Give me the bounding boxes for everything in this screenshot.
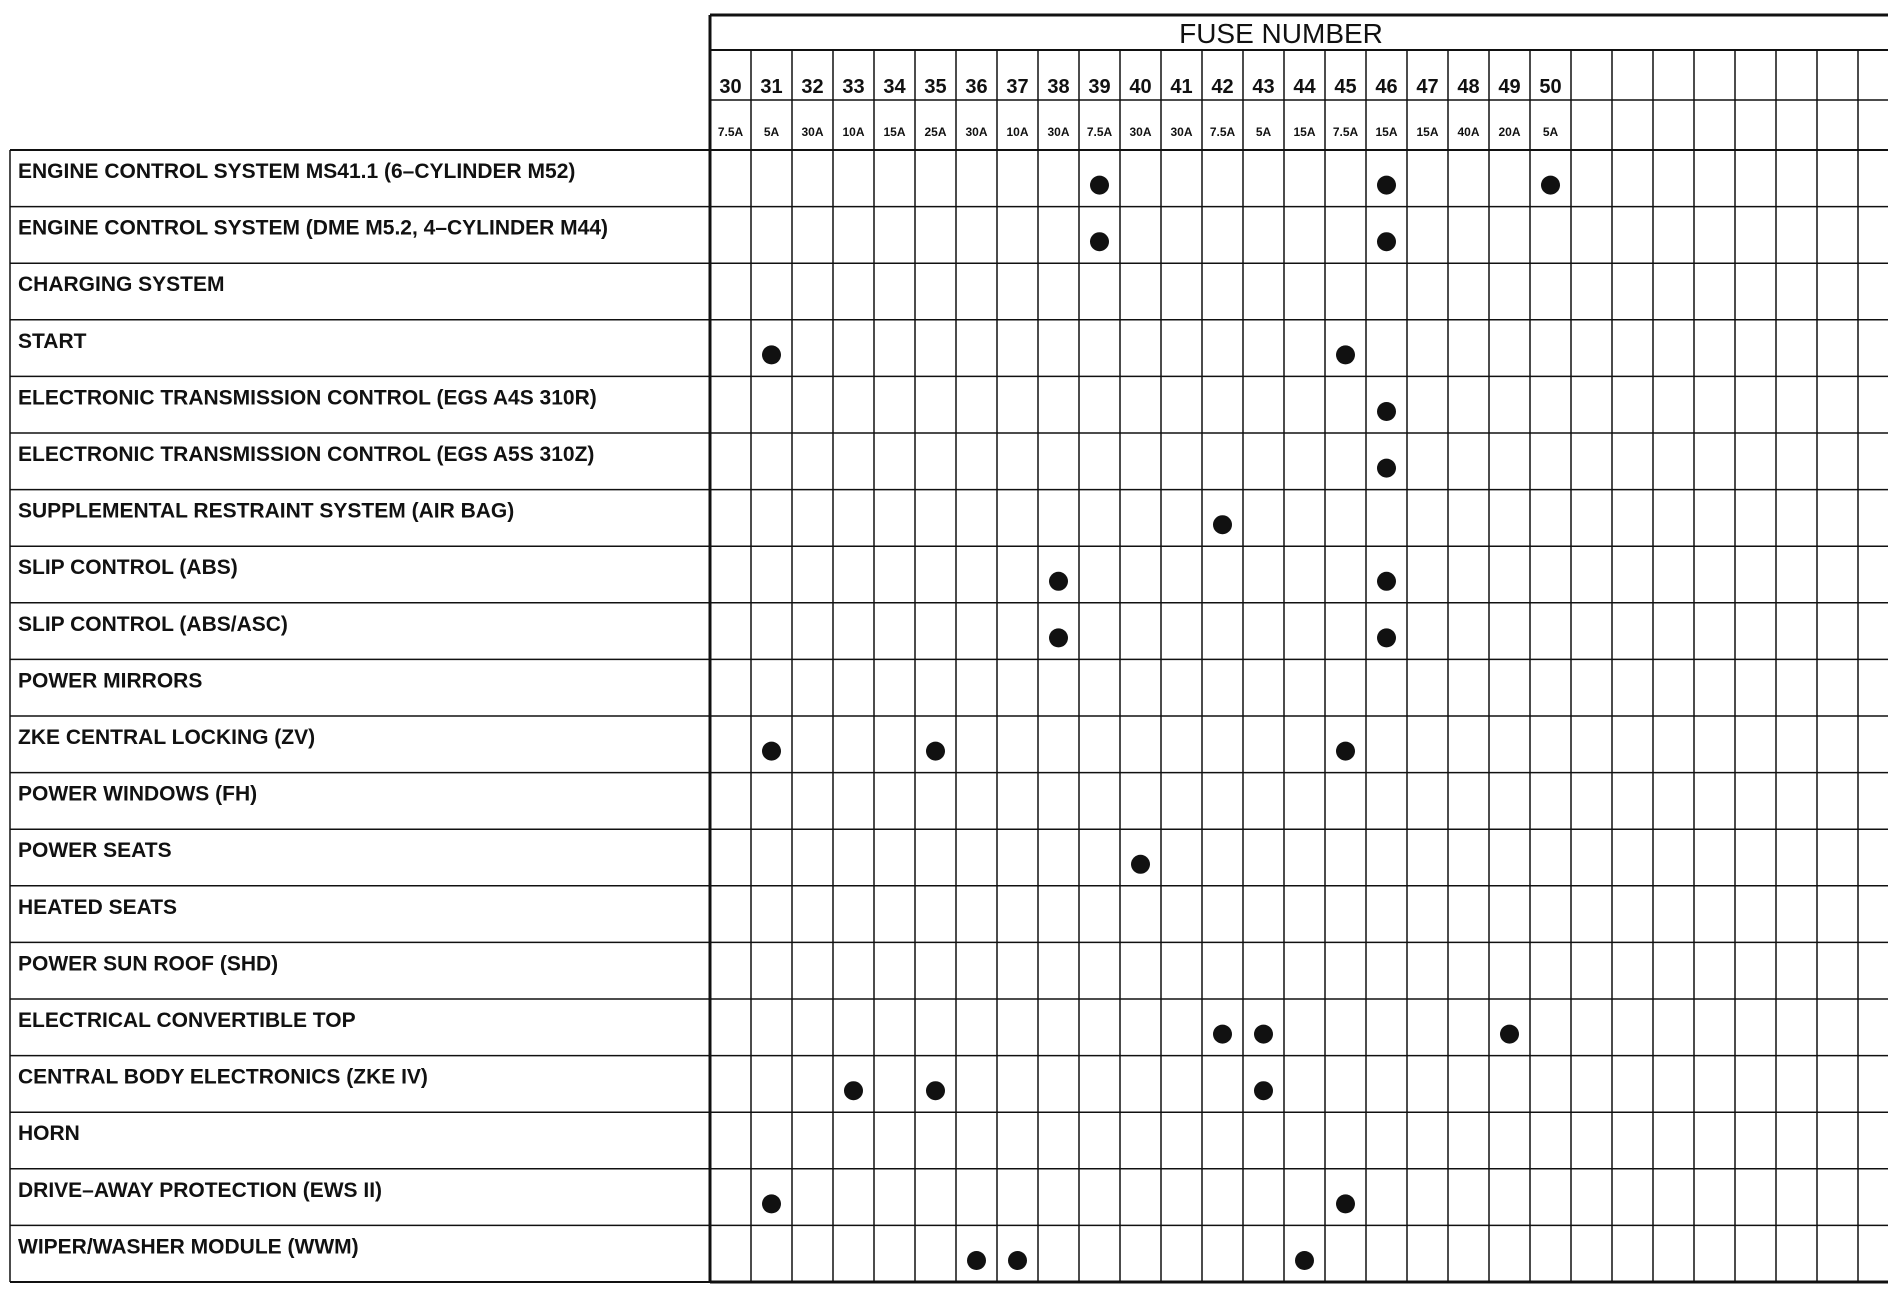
fuse-number-label: 50 bbox=[1539, 76, 1562, 98]
system-label: POWER MIRRORS bbox=[18, 669, 203, 693]
fuse-dot bbox=[1213, 1025, 1232, 1044]
system-label: CHARGING SYSTEM bbox=[18, 273, 225, 297]
fuse-dot bbox=[1295, 1251, 1314, 1270]
fuse-number-label: 36 bbox=[965, 76, 988, 98]
system-label: HEATED SEATS bbox=[18, 895, 178, 919]
fuse-rating-label: 10A bbox=[842, 125, 865, 139]
fuse-number-label: 35 bbox=[924, 76, 947, 98]
fuse-dot bbox=[1090, 176, 1109, 195]
fuse-dot bbox=[1090, 232, 1109, 251]
fuse-rating-label: 7.5A bbox=[1332, 125, 1359, 139]
fuse-rating-label: 25A bbox=[924, 125, 947, 139]
fuse-rating-label: 30A bbox=[801, 125, 824, 139]
system-label: ENGINE CONTROL SYSTEM MS41.1 (6–CYLINDER M52) bbox=[18, 160, 576, 183]
fuse-number-label: 40 bbox=[1129, 76, 1152, 98]
fuse-dot bbox=[844, 1081, 863, 1100]
fuse-dot bbox=[1336, 345, 1355, 364]
fuse-dot bbox=[762, 345, 781, 364]
system-label: ZKE CENTRAL LOCKING (ZV) bbox=[18, 726, 316, 749]
fuse-rating-label: 5A bbox=[1542, 125, 1559, 139]
fuse-dot bbox=[1336, 1194, 1355, 1213]
fuse-number-label: 38 bbox=[1047, 76, 1070, 98]
system-label: SUPPLEMENTAL RESTRAINT SYSTEM (AIR BAG) bbox=[18, 499, 515, 523]
fuse-rating-label: 30A bbox=[965, 125, 988, 139]
fuse-dot bbox=[1254, 1081, 1273, 1100]
fuse-number-label: 43 bbox=[1252, 76, 1275, 98]
fuse-dot bbox=[1377, 176, 1396, 195]
fuse-number-header: FUSE NUMBER bbox=[1179, 18, 1383, 49]
fuse-dot bbox=[967, 1251, 986, 1270]
fuse-number-label: 37 bbox=[1006, 76, 1029, 98]
fuse-rating-label: 15A bbox=[883, 125, 906, 139]
fuse-rating-label: 7.5A bbox=[1086, 125, 1113, 139]
fuse-rating-label: 40A bbox=[1457, 125, 1480, 139]
fuse-number-label: 46 bbox=[1375, 76, 1398, 98]
fuse-number-label: 49 bbox=[1498, 76, 1521, 98]
fuse-dot bbox=[762, 742, 781, 761]
fuse-number-label: 39 bbox=[1088, 76, 1111, 98]
fuse-dot bbox=[926, 1081, 945, 1100]
fuse-dot bbox=[1377, 572, 1396, 591]
fuse-number-label: 33 bbox=[842, 76, 865, 98]
fuse-number-label: 31 bbox=[760, 76, 783, 98]
fuse-rating-label: 30A bbox=[1047, 125, 1070, 139]
system-label: SLIP CONTROL (ABS/ASC) bbox=[18, 612, 288, 636]
fuse-dot bbox=[1213, 515, 1232, 534]
fuse-rating-label: 5A bbox=[763, 125, 780, 139]
fuse-rating-label: 10A bbox=[1006, 125, 1029, 139]
fuse-rating-label: 15A bbox=[1293, 125, 1316, 139]
system-label: ELECTRICAL CONVERTIBLE TOP bbox=[18, 1009, 356, 1032]
fuse-dot bbox=[1131, 855, 1150, 874]
fuse-dot bbox=[762, 1194, 781, 1213]
fuse-dot bbox=[1336, 742, 1355, 761]
system-label: HORN bbox=[18, 1122, 80, 1146]
system-label: WIPER/WASHER MODULE (WWM) bbox=[18, 1235, 359, 1259]
fuse-dot bbox=[1541, 176, 1560, 195]
fuse-rating-label: 15A bbox=[1416, 125, 1439, 139]
system-label: POWER SUN ROOF (SHD) bbox=[18, 952, 279, 976]
fuse-dot bbox=[1377, 402, 1396, 421]
fuse-rating-label: 5A bbox=[1255, 125, 1272, 139]
system-label: ELECTRONIC TRANSMISSION CONTROL (EGS A4S 310R) bbox=[18, 386, 597, 410]
fuse-dot bbox=[1377, 628, 1396, 647]
system-label: SLIP CONTROL (ABS) bbox=[18, 556, 238, 580]
system-label: CENTRAL BODY ELECTRONICS (ZKE IV) bbox=[18, 1065, 428, 1089]
fuse-dot bbox=[1008, 1251, 1027, 1270]
fuse-dot bbox=[1377, 232, 1396, 251]
fuse-number-label: 42 bbox=[1211, 76, 1234, 98]
fuse-dot bbox=[1377, 459, 1396, 478]
fuse-number-label: 30 bbox=[719, 76, 742, 98]
fuse-rating-label: 20A bbox=[1498, 125, 1521, 139]
system-label: POWER WINDOWS (FH) bbox=[18, 782, 258, 806]
system-label: ENGINE CONTROL SYSTEM (DME M5.2, 4–CYLINDER M44) bbox=[18, 216, 609, 240]
system-label: ELECTRONIC TRANSMISSION CONTROL (EGS A5S 310Z) bbox=[18, 443, 595, 466]
fuse-dot bbox=[1049, 628, 1068, 647]
fuse-number-label: 45 bbox=[1334, 76, 1357, 98]
fuse-number-label: 34 bbox=[883, 76, 906, 98]
fuse-number-label: 44 bbox=[1293, 76, 1316, 98]
fuse-dot bbox=[1254, 1025, 1273, 1044]
fuse-number-label: 47 bbox=[1416, 76, 1439, 98]
fuse-rating-label: 30A bbox=[1129, 125, 1152, 139]
fuse-rating-label: 30A bbox=[1170, 125, 1193, 139]
fuse-rating-label: 7.5A bbox=[717, 125, 744, 139]
fuse-number-label: 41 bbox=[1170, 76, 1193, 98]
system-label: DRIVE–AWAY PROTECTION (EWS II) bbox=[18, 1178, 383, 1202]
fuse-rating-label: 15A bbox=[1375, 125, 1398, 139]
fuse-dot bbox=[1049, 572, 1068, 591]
fuse-number-label: 48 bbox=[1457, 76, 1480, 98]
fuse-number-label: 32 bbox=[801, 76, 824, 98]
fuse-dot bbox=[926, 742, 945, 761]
fuse-rating-label: 7.5A bbox=[1209, 125, 1236, 139]
system-label: START bbox=[18, 329, 87, 353]
fuse-dot bbox=[1500, 1025, 1519, 1044]
system-label: POWER SEATS bbox=[18, 839, 172, 863]
